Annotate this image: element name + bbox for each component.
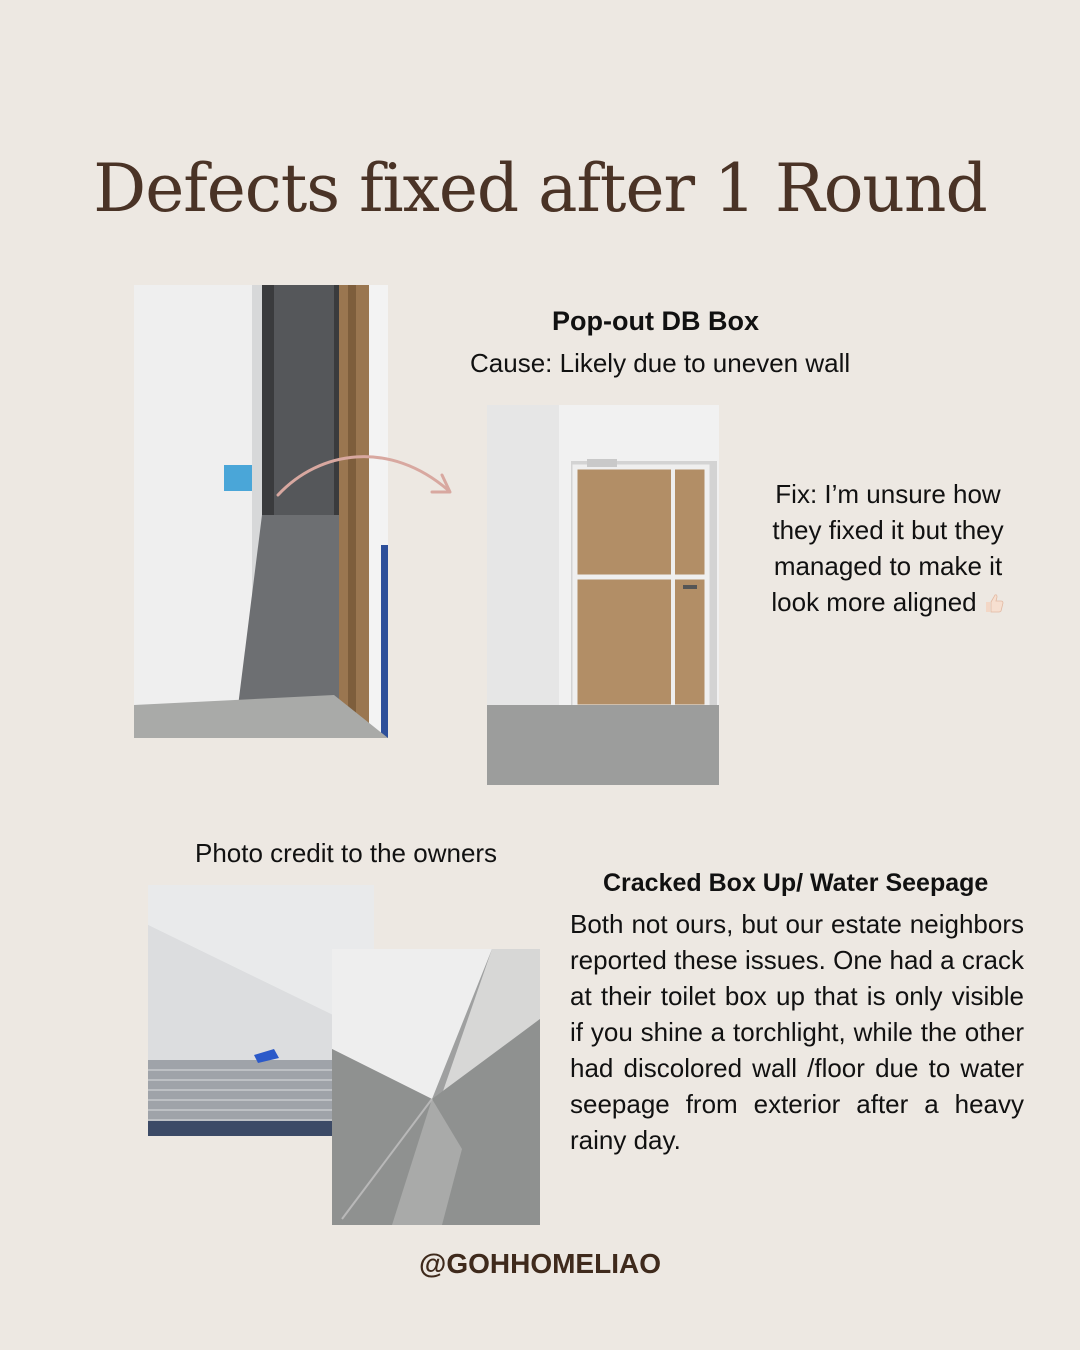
photo-credit: Photo credit to the owners	[195, 838, 498, 868]
thumbs-up-icon	[983, 592, 1005, 614]
section1-fix-text: Fix: I’m unsure how they fixed it but they managed to make it look more aligned	[771, 479, 1004, 617]
page-title: Defects fixed after 1 Round	[93, 150, 987, 227]
section1-heading: Pop-out DB Box	[552, 306, 759, 336]
db-box-after-photo	[487, 405, 719, 785]
seepage-photo	[332, 949, 540, 1225]
section1-fix	[752, 476, 1024, 620]
db-box-before-photo	[134, 285, 388, 738]
author-handle: @GOHHOMELIAO	[419, 1248, 661, 1279]
curved-arrow-icon	[270, 440, 460, 510]
section1-cause: Cause: Likely due to uneven wall	[470, 348, 851, 378]
section2-heading: Cracked Box Up/ Water Seepage	[603, 869, 989, 897]
section2-paragraph: Both not ours, but our estate neighbors reported these issues. One had a crack at their toilet box up that is only visible if you shine a torchlight, while the other had discolored wall /floor due to water seepage from exterior after a heavy rainy day.	[570, 909, 1024, 1155]
